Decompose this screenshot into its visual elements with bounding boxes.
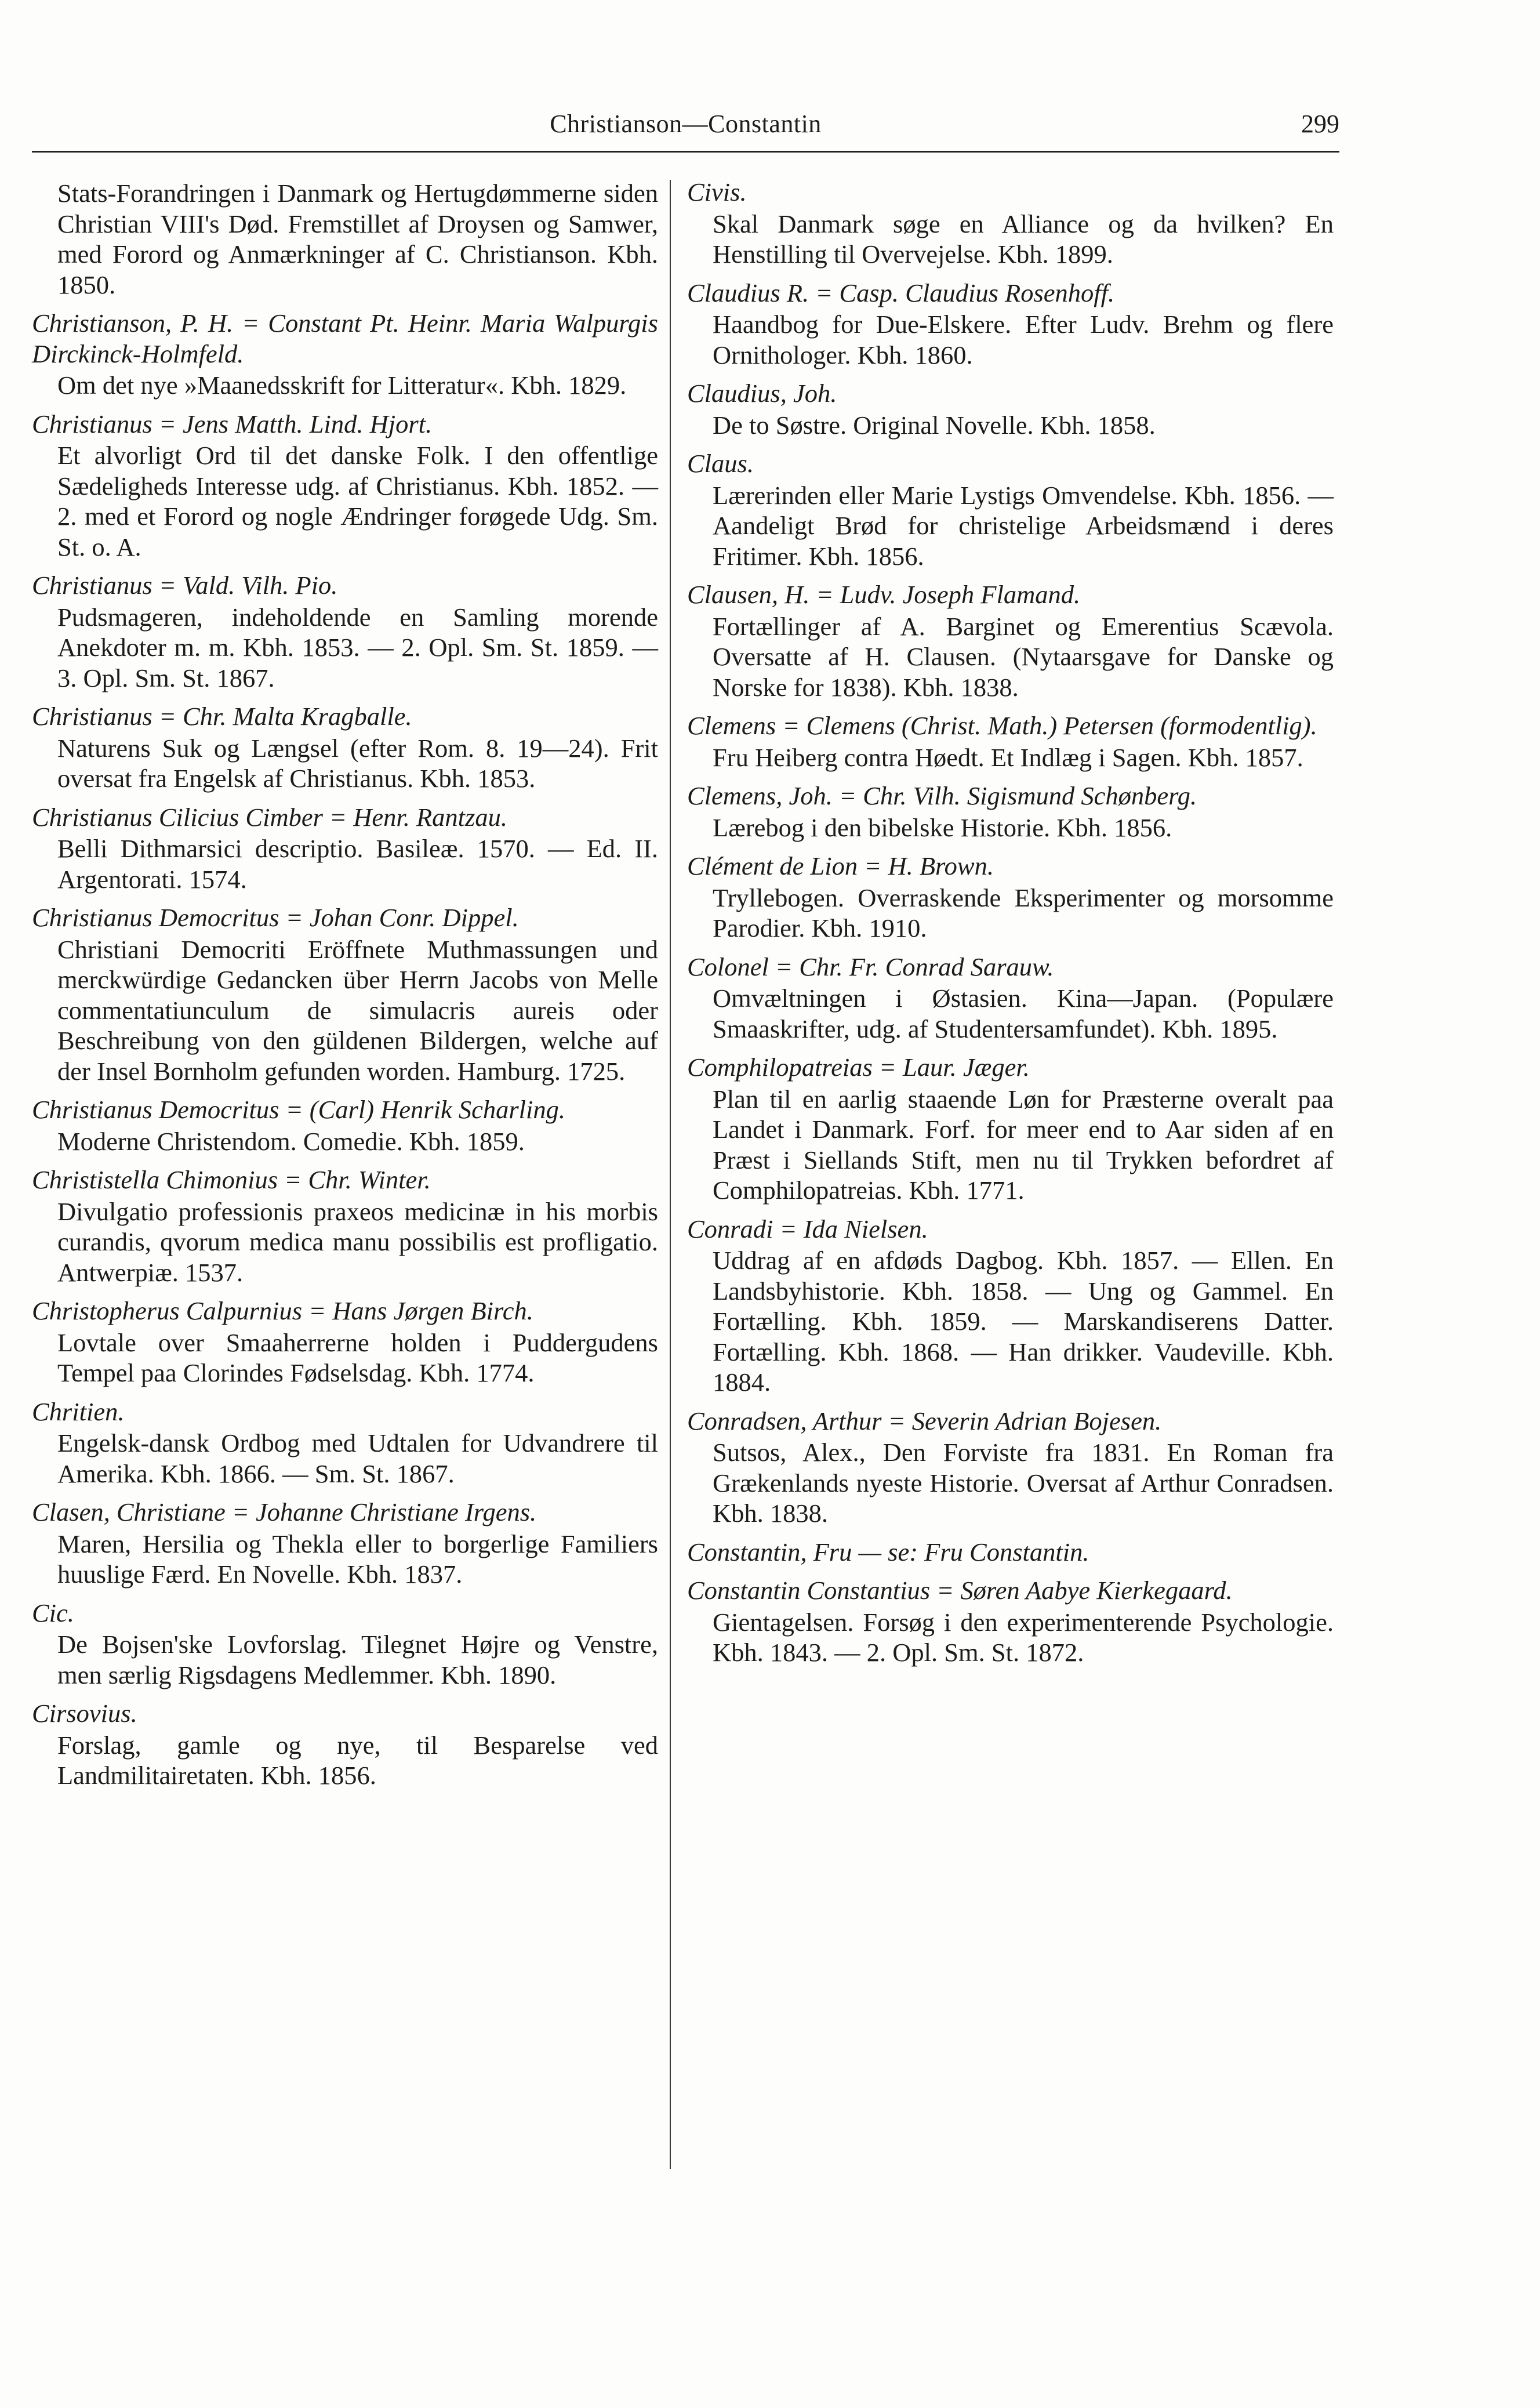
entry-heading: Chritien. (32, 1397, 125, 1426)
catalog-entry (32, 1296, 658, 1388)
entry-heading: Constantin Constantius = Søren Aabye Kierkegaard. (687, 1576, 1233, 1605)
catalog-entry (687, 448, 1334, 571)
entry-heading: Constantin, Fru — se: Fru Constantin. (687, 1537, 1089, 1566)
entry-description: Maren, Hersilia og Thekla eller to borgerlige Familiers huuslige Færd. En Novelle. Kbh. 1837. (57, 1529, 658, 1589)
catalog-entry (32, 1497, 658, 1590)
entry-description: Haandbog for Due-Elskere. Efter Ludv. Brehm og flere Ornithologer. Kbh. 1860. (713, 310, 1334, 369)
entry-heading: Christianus Cilicius Cimber = Henr. Rantzau. (32, 802, 507, 832)
catalog-entry (687, 710, 1334, 773)
entry-description: Forslag, gamle og nye, til Besparelse ved Landmilitairetaten. Kbh. 1856. (57, 1730, 658, 1790)
catalog-entry (32, 178, 658, 300)
left-column (32, 177, 658, 1799)
catalog-entry (32, 409, 658, 563)
entry-description: Tryllebogen. Overraskende Eksperimenter og morsomme Parodier. Kbh. 1910. (713, 883, 1334, 942)
entry-heading: Cirsovius. (32, 1699, 137, 1728)
entry-heading: Clemens = Clemens (Christ. Math.) Petersen (formodentlig). (687, 711, 1317, 740)
entry-heading: Conradsen, Arthur = Severin Adrian Bojesen. (687, 1406, 1162, 1435)
entry-description: Naturens Suk og Længsel (efter Rom. 8. 19—24). Frit oversat fra Engelsk af Christianus. Kbh. 1853. (57, 733, 658, 793)
catalog-entry (687, 579, 1334, 702)
catalog-entry (32, 570, 658, 693)
entry-heading: Christianson, P. H. = Constant Pt. Heinr. Maria Walpurgis Dirckinck-Holmfeld. (32, 309, 658, 368)
catalog-entry (687, 177, 1334, 270)
entry-description: Lovtale over Smaaherrerne holden i Puddergudens Tempel paa Clorindes Fødselsdag. Kbh. 1774. (57, 1328, 658, 1387)
running-title: Christianson—Constantin (550, 110, 822, 138)
entry-heading: Colonel = Chr. Fr. Conrad Sarauw. (687, 952, 1054, 981)
entry-description: Divulgatio professionis praxeos medicinæ in his morbis curandis, qvorum medica manu possibilis est profligatio. Antwerpiæ. 1537. (57, 1196, 658, 1287)
entry-heading: Cic. (32, 1598, 74, 1627)
catalog-entry (32, 1598, 658, 1691)
entry-heading: Clasen, Christiane = Johanne Christiane Irgens. (32, 1497, 537, 1526)
entry-heading: Conradi = Ida Nielsen. (687, 1214, 928, 1243)
catalog-entry (687, 851, 1334, 944)
entry-description: Belli Dithmarsici descriptio. Basileæ. 1570. — Ed. II. Argentorati. 1574. (57, 834, 658, 894)
entry-description: Christiani Democriti Eröffnete Muthmassungen und merckwürdige Gedancken über Herrn Jacobs von Melle commentatiunculum de simulacris aureis oder Beschreibung von den güldenen Bildergen, welche auf der Insel Bornholm gefunden worden. Hamburg. 1725. (57, 934, 658, 1086)
entry-heading: Christistella Chimonius = Chr. Winter. (32, 1165, 431, 1194)
entry-description: Omvæltningen i Østasien. Kina—Japan. (Populære Smaaskrifter, udg. af Studentersamfundet). Kbh. 1895. (713, 984, 1334, 1043)
catalog-entry (32, 1698, 658, 1791)
entry-description: Sutsos, Alex., Den Forviste fra 1831. En Roman fra Grækenlands nyeste Historie. Oversat af Arthur Conradsen. Kbh. 1838. (713, 1438, 1334, 1528)
catalog-entry (32, 902, 658, 1086)
catalog-entry (687, 1537, 1334, 1568)
catalog-entry (687, 1052, 1334, 1206)
entry-heading: Clemens, Joh. = Chr. Vilh. Sigismund Schønberg. (687, 781, 1197, 810)
catalog-entry (32, 308, 658, 401)
entry-description: Lærerinden eller Marie Lystigs Omvendelse. Kbh. 1856. — Aandeligt Brød for christelige Arbeidsmænd i deres Fritimer. Kbh. 1856. (713, 480, 1334, 571)
catalog-entry (32, 1165, 658, 1288)
entry-heading: Claus. (687, 449, 754, 478)
right-column (687, 177, 1334, 1676)
entry-description: Lærebog i den bibelske Historie. Kbh. 1856. (713, 813, 1172, 842)
entry-description: De to Søstre. Original Novelle. Kbh. 1858. (713, 410, 1156, 440)
catalog-entry (687, 1214, 1334, 1398)
catalog-entry (687, 278, 1334, 371)
entry-description: Stats-Forandringen i Danmark og Hertugdømmerne siden Christian VIII's Død. Fremstillet af Droysen og Samwer, med Forord og Anmærkninger af C. Christianson. Kbh. 1850. (57, 179, 658, 299)
entry-description: Fortællinger af A. Barginet og Emerentius Scævola. Oversatte af H. Clausen. (Nytaarsgave for Danske og Norske for 1838). Kbh. 1838. (713, 611, 1334, 702)
catalog-entry (32, 701, 658, 794)
entry-heading: Claudius R. = Casp. Claudius Rosenhoff. (687, 278, 1115, 307)
catalog-entry (687, 781, 1334, 843)
entry-heading: Clausen, H. = Ludv. Joseph Flamand. (687, 580, 1081, 609)
catalog-entry (687, 378, 1334, 440)
entry-heading: Comphilopatreias = Laur. Jæger. (687, 1053, 1030, 1082)
running-header (32, 99, 1339, 153)
entry-heading: Christianus Democritus = (Carl) Henrik Scharling. (32, 1095, 566, 1124)
catalog-entry (32, 1397, 658, 1489)
entry-description: Gientagelsen. Forsøg i den experimenterende Psychologie. Kbh. 1843. — 2. Opl. Sm. St. 1872. (713, 1607, 1334, 1667)
column-divider (670, 180, 671, 2169)
entry-heading: Christianus Democritus = Johan Conr. Dippel. (32, 903, 519, 932)
catalog-entry (687, 952, 1334, 1045)
entry-heading: Christianus = Vald. Vilh. Pio. (32, 571, 338, 600)
catalog-entry (32, 1094, 658, 1156)
catalog-entry (687, 1406, 1334, 1529)
entry-description: Engelsk-dansk Ordbog med Udtalen for Udvandrere til Amerika. Kbh. 1866. — Sm. St. 1867. (57, 1428, 658, 1488)
catalog-entry (687, 1575, 1334, 1668)
entry-description: Et alvorligt Ord til det danske Folk. I den offentlige Sædeligheds Interesse udg. af Christianus. Kbh. 1852. — 2. med et Forord og nogle Ændringer forøgede Udg. Sm. St. o. A. (57, 441, 658, 561)
entry-description: Fru Heiberg contra Høedt. Et Indlæg i Sagen. Kbh. 1857. (713, 742, 1303, 772)
entry-heading: Christianus = Chr. Malta Kragballe. (32, 702, 412, 731)
entry-description: Om det nye »Maanedsskrift for Litteratur«. Kbh. 1829. (57, 371, 627, 400)
entry-heading: Christianus = Jens Matth. Lind. Hjort. (32, 409, 433, 438)
entry-description: Skal Danmark søge en Alliance og da hvilken? En Henstilling til Overvejelse. Kbh. 1899. (713, 209, 1334, 269)
entry-description: De Bojsen'ske Lovforslag. Tilegnet Højre og Venstre, men særlig Rigsdagens Medlemmer. Kbh. 1890. (57, 1630, 658, 1689)
entry-description: Pudsmageren, indeholdende en Samling morende Anekdoter m. m. Kbh. 1853. — 2. Opl. Sm. St. 1859. — 3. Opl. Sm. St. 1867. (57, 602, 658, 692)
entry-description: Plan til en aarlig staaende Løn for Præsterne overalt paa Landet i Danmark. Forf. for meer end to Aar siden af en Præst i Siellands Stift, men nu til Trykken befordret af Comphilopatreias. Kbh. 1771. (713, 1084, 1334, 1205)
catalog-entry (32, 802, 658, 895)
page-number: 299 (1301, 110, 1339, 138)
entry-description: Moderne Christendom. Comedie. Kbh. 1859. (57, 1126, 525, 1156)
entry-heading: Clément de Lion = H. Brown. (687, 851, 994, 880)
entry-heading: Christopherus Calpurnius = Hans Jørgen Birch. (32, 1296, 533, 1325)
entry-heading: Claudius, Joh. (687, 379, 837, 408)
entry-description: Uddrag af en afdøds Dagbog. Kbh. 1857. — Ellen. En Landsbyhistorie. Kbh. 1858. — Ung og Gammel. En Fortælling. Kbh. 1859. — Marskandiserens Datter. Fortælling. Kbh. 1868. — Han drikker. Vaudeville. Kbh. 1884. (713, 1246, 1334, 1397)
entry-heading: Civis. (687, 177, 747, 206)
